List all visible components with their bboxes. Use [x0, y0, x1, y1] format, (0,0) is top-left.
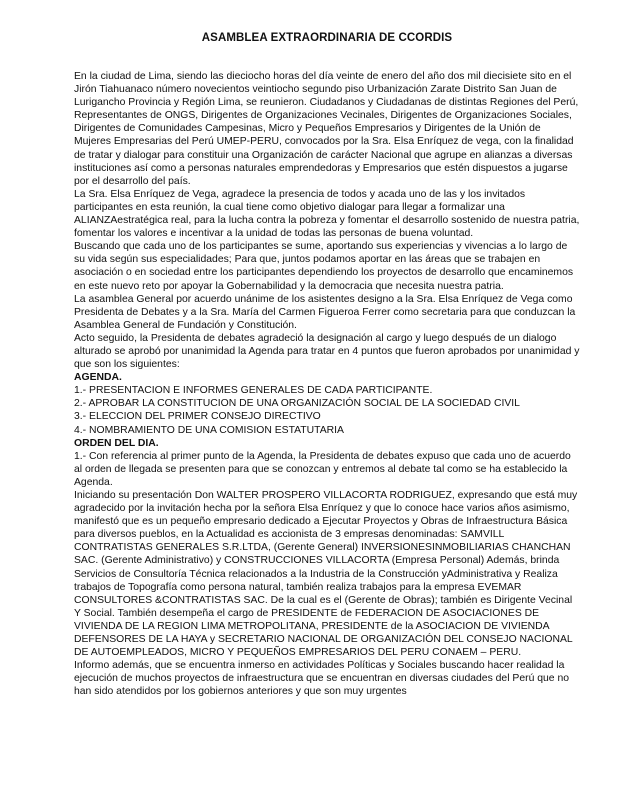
agenda-item: 1.- PRESENTACION E INFORMES GENERALES DE CADA PARTICIPANTE.	[74, 385, 433, 397]
paragraph-purpose: Buscando que cada uno de los participantes se sume, aportando sus experiencias y vivencias a lo largo de su vida según sus especialidades; Para que, juntos podamos aportar en las áreas que se trabajen en asociación o en sociedad entre los participantes dependiendo los proyectos de desarrollo que encaminemos en este nuevo reto por apoyar la Gobernabilidad y la democracia que necesita nuestra patria.	[74, 241, 574, 292]
agenda-item: 4.- NOMBRAMIENTO DE UNA COMISION ESTATUTARIA	[74, 424, 344, 436]
paragraph-agenda-approval: Acto seguido, la Presidenta de debates agradeció la designación al cargo y luego después de un dialogo alturado se aprobó por unanimidad la Agenda para tratar en 4 puntos que fueron aprobados por unanimidad y que son los siguientes:	[74, 332, 580, 371]
document-title: ASAMBLEA EXTRAORDINARIA DE CCORDIS	[201, 32, 453, 44]
paragraph-first-point: 1.- Con referencia al primer punto de la Agenda, la Presidenta de debates expuso que cada uno de acuerdo al orden de llegada se presenten para que se conozcan y entremos al debate tal como se ha establecido la Agenda.	[74, 450, 571, 488]
paragraph-report: Informo además, que se encuentra inmerso en actividades Políticas y Sociales buscando hacer realidad la ejecución de muchos proyectos de infraestructura que se encuentran en diversas ciudades del Perú que no han sido atendidos por los gobiernos anteriores y que son muy urgentes	[74, 660, 570, 698]
paragraph-welcome: La Sra. Elsa Enríquez de Vega, agradece la presencia de todos y acada uno de las y los invitados participantes en esta reunión, la cual tiene como objetivo dialogar para llegar a formalizar una ALIANZAestratégica real, para la lucha contra la pobreza y fomentar el desarrollo sostenido de nuestra patria, fomentar los valores e incentivar a la unidad de todas las personas de buena voluntad.	[74, 188, 580, 240]
agenda-item: 3.- ELECCION DEL PRIMER CONSEJO DIRECTIVO	[74, 411, 321, 423]
paragraph-designation: La asamblea General por acuerdo unánime de los asistentes designo a la Sra. Elsa Enríquez de Vega como Presidenta de Debates y a la Sra. María del Carmen Figueroa Ferrer como secretaria para que conduzcan la Asamblea General de Fundación y Constitución.	[74, 293, 576, 331]
paragraph-presentation: Iniciando su presentación Don WALTER PROSPERO VILLACORTA RODRIGUEZ, expresando que está muy agradecido por la invitación hecha por la señora Elsa Enríquez y que lo conoce hace varios años asimismo, manifestó que es un pequeño empresario dedicado a Ejecutar Proyectos y Obras de Infraestructura Básica para diversos pueblos, en la Actualidad es accionista de 3 empresas denominadas: SAMVILL CONTRATISTAS GENERALES S.R.LTDA, (Gerente General) INVERSIONESINMOBILIARIAS CHANCHAN SAC. (Gerente Administrativo) y CONSTRUCCIONES VILLACORTA (Empresa Personal) Además, brinda Servicios de Consultoría Técnica relacionados a la Industria de la Construcción yAdministrativa y Realiza trabajos de Topografía como persona natural, también realiza trabajos para la empresa EVEMAR CONSULTORES &CONTRATISTAS SAC. De la cual es el (Gerente de Obras); también es Dirigente Vecinal Y Social. También desempeña el cargo de PRESIDENTE de FEDERACION DE ASOCIACIONES DE VIVIENDA DE LA REGION LIMA METROPOLITANA, PRESIDENTE de la ASOCIACION DE VIVIENDA DEFENSORES DE LA HAYA y SECRETARIO NACIONAL DE ORGANIZACIÓN DEL CONSEJO NACIONAL DE AUTOEMPLEADOS, MICRO Y PEQUEÑOS EMPRESARIOS DEL PERU CONAEM – PERU.	[74, 490, 578, 659]
agenda-item: 2.- APROBAR LA CONSTITUCION DE UNA ORGANIZACIÓN SOCIAL DE LA SOCIEDAD CIVIL	[74, 398, 520, 410]
document-body	[74, 70, 580, 699]
order-of-day-heading: ORDEN DEL DIA.	[74, 437, 159, 449]
agenda-heading: AGENDA.	[74, 372, 122, 384]
paragraph-intro: En la ciudad de Lima, siendo las dieciocho horas del día veinte de enero del año dos mil diecisiete sito en el Jirón Tiahuanaco número novecientos veintiocho segundo piso Urbanización Zarate Distrito San Juan de Lurigancho Provincia y Región Lima, se reunieron. Ciudadanos y Ciudadanas de distintas Regiones del Perú, Representantes de ONGS, Dirigentes de Organizaciones Vecinales, Dirigentes de Organizaciones Sociales, Dirigentes de Comunidades Campesinas, Micro y Pequeños Empresarios y Dirigentes de la Unión de Mujeres Empresarias del Perú UMEP-PERU, convocados por la Sra. Elsa Enríquez de vega, con la finalidad de tratar y dialogar para constituir una Organización de carácter Nacional que agrupe en alianzas a diversas instituciones así como a personas naturales emprendedoras y Empresarios que estén dispuestos a jugarse por el desarrollo del país.	[74, 71, 579, 187]
